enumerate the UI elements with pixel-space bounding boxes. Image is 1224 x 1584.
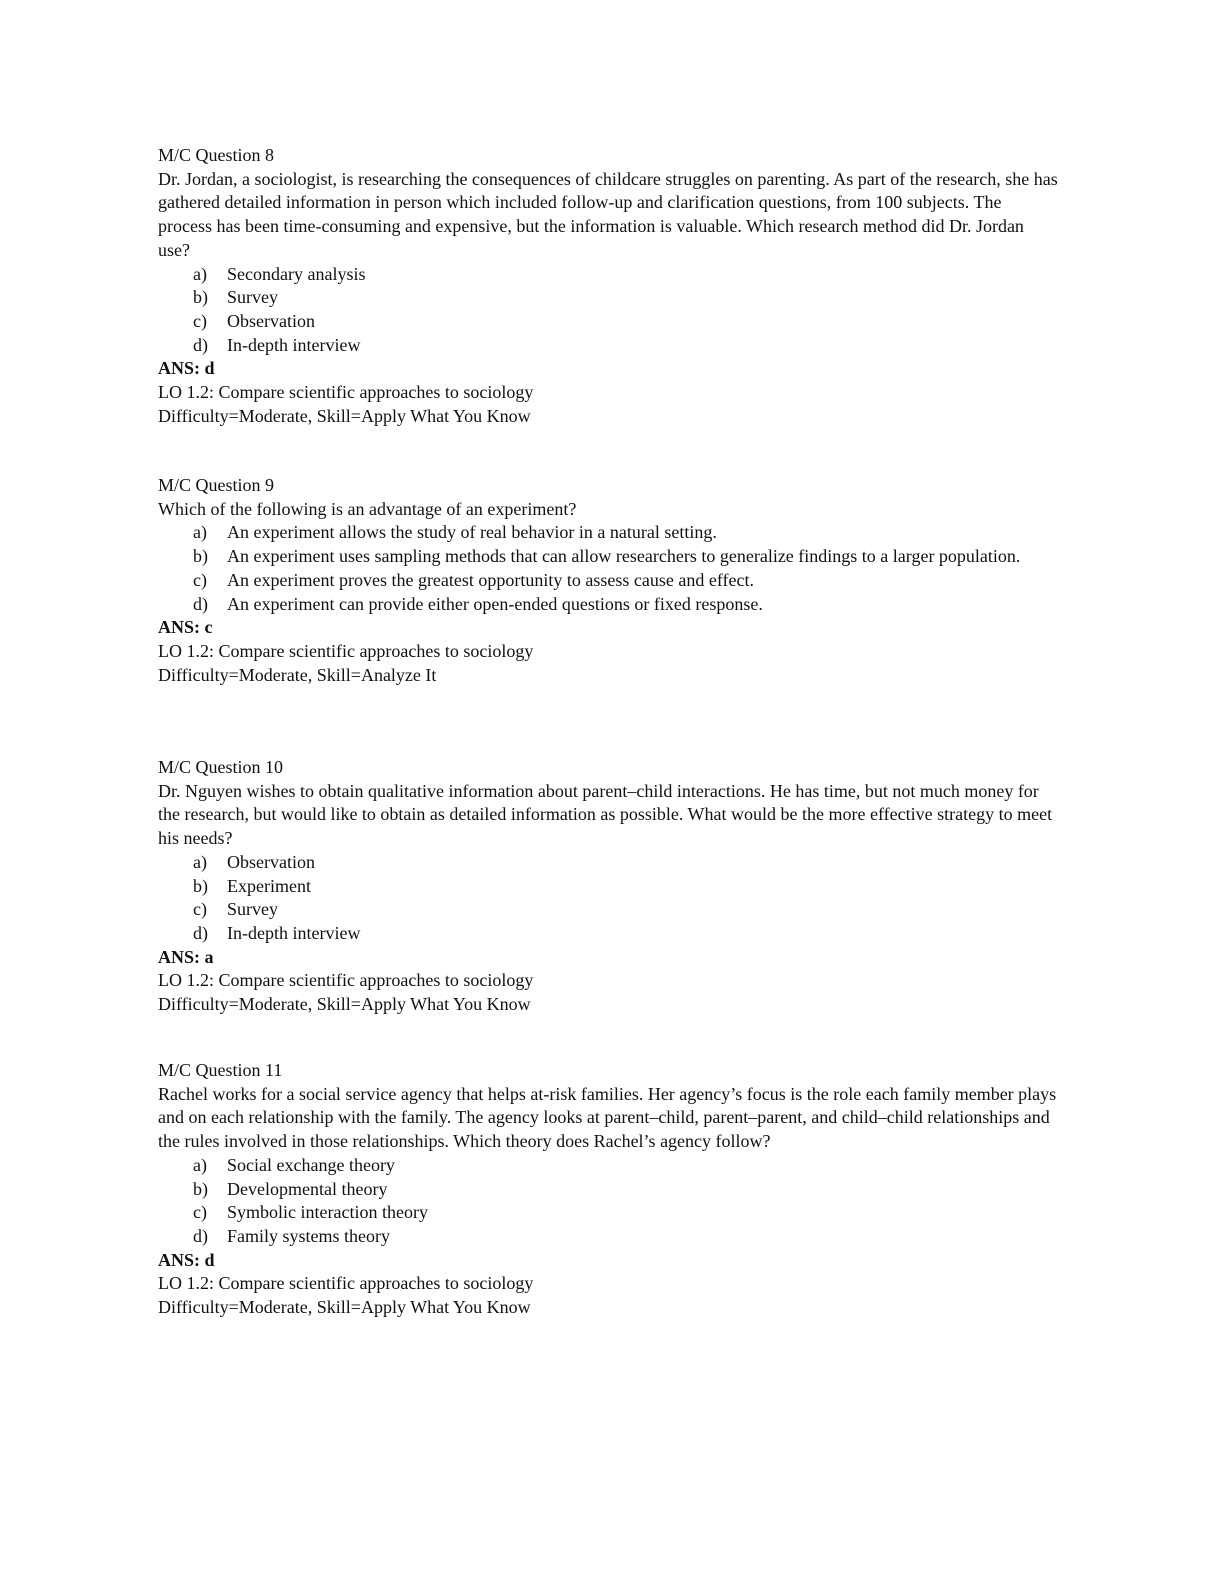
option-item [158, 1178, 1058, 1202]
option-letter: b) [193, 875, 208, 896]
option-item [158, 593, 1058, 617]
question-block [158, 756, 1058, 1017]
option-letter: c) [193, 1202, 207, 1223]
options-list [158, 521, 1058, 616]
learning-objective: LO 1.2: Compare scientific approaches to sociology [158, 1273, 534, 1294]
option-text: An experiment uses sampling methods that can allow researchers to generalize findings to a larger population. [227, 546, 1021, 567]
option-item [158, 310, 1058, 334]
question-stem: Which of the following is an advantage of an experiment? [158, 498, 577, 519]
option-letter: c) [193, 899, 207, 920]
option-item [158, 1201, 1058, 1225]
option-text: Survey [227, 287, 278, 308]
option-item [158, 545, 1058, 569]
option-text: Survey [227, 899, 278, 920]
option-item [158, 1154, 1058, 1178]
option-item [158, 569, 1058, 593]
answer-key: ANS: d [158, 358, 215, 379]
option-item [158, 521, 1058, 545]
option-letter: d) [193, 1225, 208, 1246]
question-title: M/C Question 10 [158, 757, 284, 777]
option-text: Observation [227, 851, 315, 872]
answer-key: ANS: c [158, 617, 213, 638]
options-list [158, 1154, 1058, 1249]
option-item [158, 898, 1058, 922]
option-text: In-depth interview [227, 334, 361, 355]
question-title: M/C Question 8 [158, 145, 275, 165]
option-letter: d) [193, 922, 208, 943]
option-letter: b) [193, 287, 208, 308]
question-block [158, 144, 1058, 428]
option-letter: d) [193, 334, 208, 355]
option-letter: a) [193, 263, 207, 284]
option-letter: a) [193, 522, 207, 543]
option-item [158, 1225, 1058, 1249]
option-letter: b) [193, 1178, 208, 1199]
option-text: In-depth interview [227, 922, 361, 943]
option-item [158, 922, 1058, 946]
option-text: An experiment proves the greatest opportunity to assess cause and effect. [227, 569, 755, 590]
learning-objective: LO 1.2: Compare scientific approaches to sociology [158, 970, 534, 991]
option-letter: a) [193, 1154, 207, 1175]
option-item [158, 286, 1058, 310]
question-stem: Dr. Jordan, a sociologist, is researching the consequences of childcare struggles on parenting. As part of the research, she has gathered detailed information in person which included follow-up and clarification questions, from 100 subjects. The process has been time-consuming and expensive, but the information is valuable. Which research method did Dr. Jordan use? [158, 168, 1058, 260]
learning-objective: LO 1.2: Compare scientific approaches to sociology [158, 382, 534, 403]
option-text: An experiment can provide either open-ended questions or fixed response. [227, 593, 763, 614]
options-list [158, 851, 1058, 946]
option-item [158, 851, 1058, 875]
option-text: Social exchange theory [227, 1154, 395, 1175]
option-text: Symbolic interaction theory [227, 1202, 428, 1223]
option-item [158, 875, 1058, 899]
question-title: M/C Question 11 [158, 1060, 283, 1080]
question-title: M/C Question 9 [158, 475, 275, 495]
answer-key: ANS: d [158, 1249, 215, 1270]
option-letter: c) [193, 310, 207, 331]
learning-objective: LO 1.2: Compare scientific approaches to sociology [158, 640, 534, 661]
option-text: Observation [227, 310, 315, 331]
difficulty-skill: Difficulty=Moderate, Skill=Apply What You Know [158, 1297, 531, 1318]
difficulty-skill: Difficulty=Moderate, Skill=Analyze It [158, 664, 437, 685]
option-text: Developmental theory [227, 1178, 388, 1199]
difficulty-skill: Difficulty=Moderate, Skill=Apply What You Know [158, 994, 531, 1015]
option-text: Family systems theory [227, 1225, 390, 1246]
option-item [158, 263, 1058, 287]
option-text: An experiment allows the study of real behavior in a natural setting. [227, 522, 717, 543]
option-item [158, 334, 1058, 358]
option-text: Secondary analysis [227, 263, 366, 284]
option-letter: d) [193, 593, 208, 614]
option-letter: a) [193, 851, 207, 872]
difficulty-skill: Difficulty=Moderate, Skill=Apply What You Know [158, 405, 531, 426]
option-letter: c) [193, 569, 207, 590]
option-letter: b) [193, 546, 208, 567]
question-stem: Dr. Nguyen wishes to obtain qualitative information about parent–child interactions. He has time, but not much money for the research, but would like to obtain as detailed information as possible. What would be the more effective strategy to meet his needs? [158, 780, 1053, 849]
question-block [158, 474, 1058, 687]
question-stem: Rachel works for a social service agency that helps at-risk families. Her agency’s focus is the role each family member plays and on each relationship with the family. The agency looks at parent–child, parent–parent, and child–child relationships and the rules involved in those relationships. Which theory does Rachel’s agency follow? [158, 1083, 1057, 1152]
option-text: Experiment [227, 875, 311, 896]
options-list [158, 263, 1058, 358]
answer-key: ANS: a [158, 946, 214, 967]
question-block [158, 1059, 1058, 1320]
